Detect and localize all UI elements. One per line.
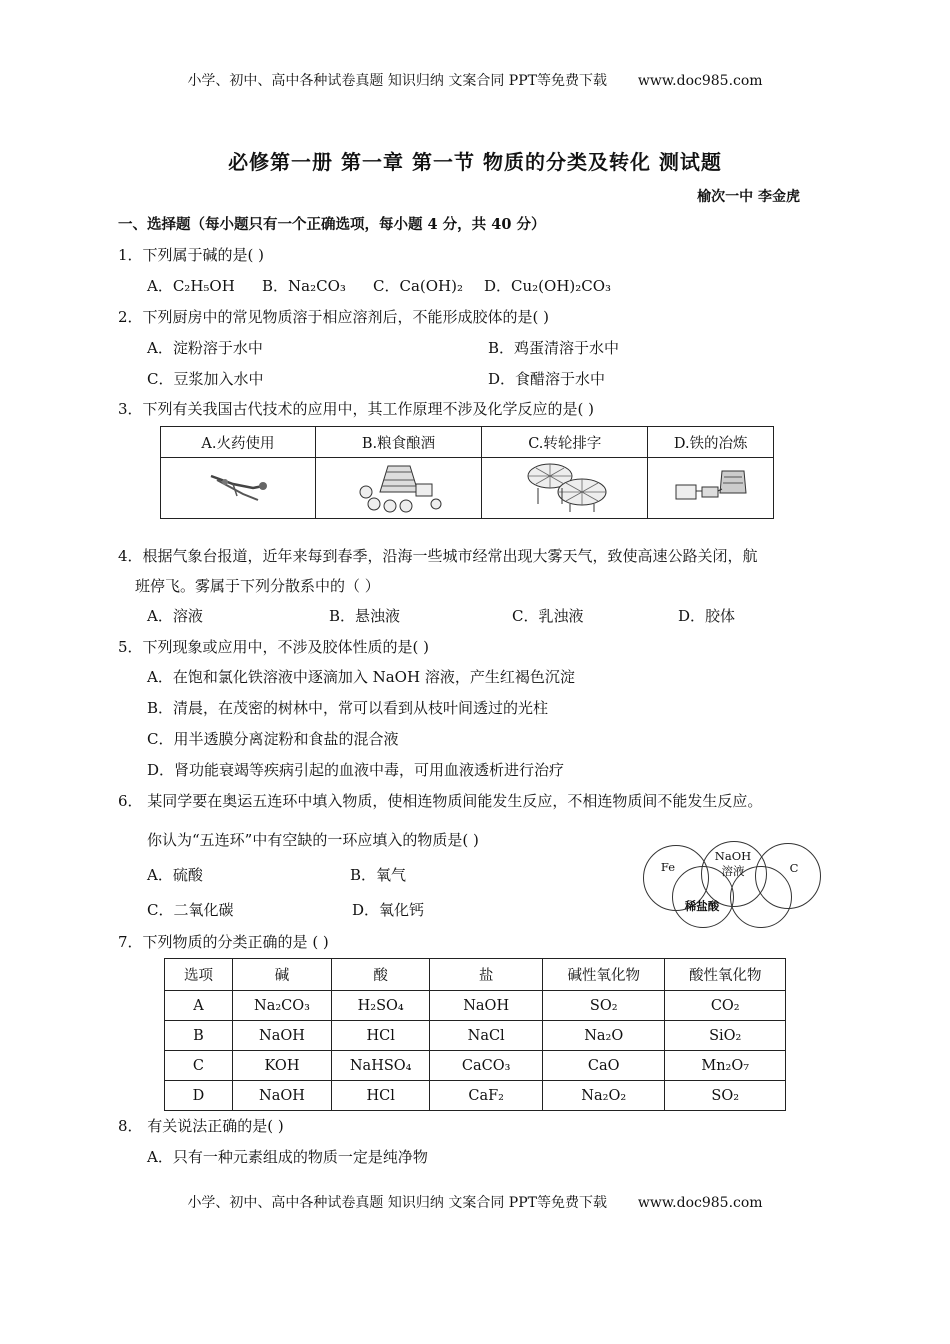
page-footer	[0, 1192, 950, 1212]
ring-label-solution: 溶液	[721, 864, 745, 878]
q2-option-d: D．食醋溶于水中	[488, 370, 606, 388]
q6-stem-line2: 你认为“五连环”中有空缺的一环应填入的物质是( )	[147, 831, 479, 849]
table-cell: CaO	[543, 1051, 665, 1081]
q5-option-c: C．用半透膜分离淀粉和食盐的混合液	[147, 730, 399, 748]
table-cell: NaCl	[430, 1021, 543, 1051]
q7-stem: 7．下列物质的分类正确的是 ( )	[118, 933, 329, 951]
table-cell: SO₂	[543, 991, 665, 1021]
author: 榆次一中 李金虎	[697, 189, 800, 205]
q7-header-salt: 盐	[430, 959, 543, 991]
table-cell: SO₂	[665, 1081, 786, 1111]
table-row	[165, 991, 786, 1021]
brewing-icon	[344, 458, 454, 514]
q2-option-a: A．淀粉溶于水中	[147, 339, 263, 357]
q6-option-b: B．氧气	[350, 866, 407, 884]
q3-header-d: D.铁的冶炼	[648, 427, 774, 458]
q1-option-c: C．Ca(OH)₂	[373, 277, 463, 295]
page-title: 必修第一册 第一章 第一节 物质的分类及转化 测试题	[228, 150, 722, 174]
q2-option-b: B．鸡蛋清溶于水中	[488, 339, 620, 357]
q8-option-a: A．只有一种元素组成的物质一定是纯净物	[147, 1148, 428, 1166]
ring-label-naoh: NaOH	[714, 849, 752, 863]
q5-option-a: A．在饱和氯化铁溶液中逐滴加入 NaOH 溶液，产生红褐色沉淀	[147, 668, 575, 686]
q4-stem-line2: 班停飞。雾属于下列分散系中的（ ）	[135, 577, 380, 595]
q2-option-c: C．豆浆加入水中	[147, 370, 264, 388]
q3-stem: 3．下列有关我国古代技术的应用中，其工作原理不涉及化学反应的是( )	[118, 400, 595, 418]
section-heading: 一、选择题（每小题只有一个正确选项，每小题 4 分，共 40 分）	[118, 216, 546, 233]
table-cell: Mn₂O₇	[665, 1051, 786, 1081]
footer-site[interactable]: www.doc985.com	[637, 1195, 763, 1211]
q4-option-d: D．胶体	[678, 607, 736, 625]
q4-option-c: C．乳浊液	[512, 607, 584, 625]
q7-header-option: 选项	[165, 959, 233, 991]
gunpowder-icon	[203, 466, 273, 506]
q7-header-acid: 酸	[332, 959, 430, 991]
table-cell: KOH	[232, 1051, 331, 1081]
q7-header-acidic-oxide: 酸性氧化物	[665, 959, 786, 991]
table-row	[165, 1051, 786, 1081]
table-cell: D	[165, 1081, 233, 1111]
ring-label-hcl: 稀盐酸	[684, 899, 720, 913]
iron-smelting-icon	[666, 463, 756, 509]
q7-header-basic-oxide: 碱性氧化物	[543, 959, 665, 991]
q6-option-d: D．氧化钙	[352, 901, 425, 919]
table-cell: CO₂	[665, 991, 786, 1021]
table-cell: Na₂O	[543, 1021, 665, 1051]
header-text: 小学、初中、高中各种试卷真题 知识归纳 文案合同 PPT等免费下载	[187, 73, 607, 89]
table-cell: NaOH	[232, 1081, 331, 1111]
table-row	[165, 1081, 786, 1111]
table-cell: Na₂CO₃	[232, 991, 331, 1021]
q3-image-d	[648, 458, 774, 519]
table-cell: Na₂O₂	[543, 1081, 665, 1111]
type-wheel-icon	[510, 458, 620, 514]
q6-stem: 6． 某同学要在奥运五连环中填入物质，使相连物质间能发生反应，不相连物质间不能发生反应。	[118, 792, 763, 810]
q5-option-d: D．肾功能衰竭等疾病引起的血液中毒，可用血液透析进行治疗	[147, 761, 565, 779]
q3-image-c	[482, 458, 648, 519]
q6-option-c: C．二氧化碳	[147, 901, 234, 919]
q1-option-a: A．C₂H₅OH	[147, 277, 235, 295]
q2-stem: 2．下列厨房中的常见物质溶于相应溶剂后，不能形成胶体的是( )	[118, 308, 550, 326]
q4-option-a: A．溶液	[147, 607, 203, 625]
q8-stem: 8． 有关说法正确的是( )	[118, 1117, 284, 1135]
table-row	[165, 1021, 786, 1051]
q6-option-a: A．硫酸	[147, 866, 203, 884]
q5-stem: 5．下列现象或应用中，不涉及胶体性质的是( )	[118, 638, 430, 656]
header-site[interactable]: www.doc985.com	[637, 73, 763, 89]
q7-header-base: 碱	[232, 959, 331, 991]
table-cell: SiO₂	[665, 1021, 786, 1051]
q3-image-a	[161, 458, 316, 519]
ring-label-c: C	[789, 861, 799, 875]
table-cell: HCl	[332, 1081, 430, 1111]
table-cell: NaHSO₄	[332, 1051, 430, 1081]
q7-table	[164, 958, 786, 1111]
table-cell: HCl	[332, 1021, 430, 1051]
q1-option-b: B．Na₂CO₃	[262, 277, 346, 295]
table-cell: CaCO₃	[430, 1051, 543, 1081]
q3-header-c: C.转轮排字	[482, 427, 648, 458]
q1-stem: 1．下列属于碱的是( )	[118, 246, 265, 264]
footer-text: 小学、初中、高中各种试卷真题 知识归纳 文案合同 PPT等免费下载	[187, 1195, 607, 1211]
table-cell: B	[165, 1021, 233, 1051]
q3-header-b: B.粮食酿酒	[315, 427, 481, 458]
q4-option-b: B．悬浊液	[329, 607, 401, 625]
q3-image-b	[315, 458, 481, 519]
q3-header-a: A.火药使用	[161, 427, 316, 458]
table-cell: A	[165, 991, 233, 1021]
page-header	[0, 70, 950, 90]
q3-table	[160, 426, 774, 519]
table-cell: NaOH	[430, 991, 543, 1021]
table-cell: CaF₂	[430, 1081, 543, 1111]
table-cell: H₂SO₄	[332, 991, 430, 1021]
table-cell: NaOH	[232, 1021, 331, 1051]
q5-option-b: B．清晨，在茂密的树林中，常可以看到从枝叶间透过的光柱	[147, 699, 549, 717]
q4-stem: 4．根据气象台报道，近年来每到春季，沿海一些城市经常出现大雾天气，致使高速公路关闭，航	[118, 547, 758, 565]
ring-label-fe: Fe	[660, 860, 676, 874]
table-cell: C	[165, 1051, 233, 1081]
q1-option-d: D．Cu₂(OH)₂CO₃	[484, 277, 612, 295]
